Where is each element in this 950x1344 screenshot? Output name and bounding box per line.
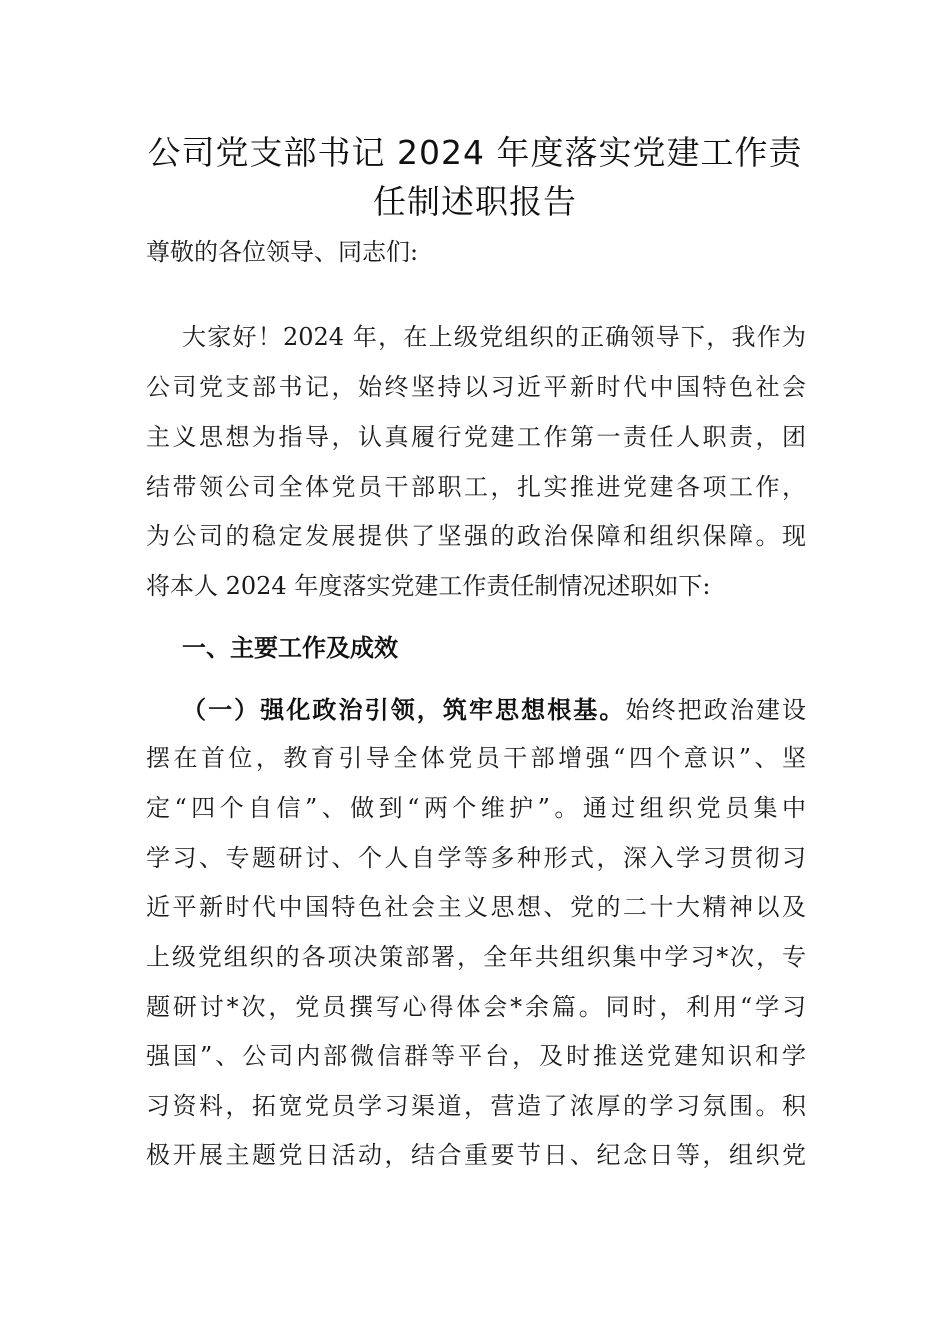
document-title-line-2: 任制述职报告 xyxy=(373,182,577,221)
body-line: 摆在首位，教育引导全体党员干部增强“四个意识”、坚 xyxy=(146,744,806,772)
body-line: 极开展主题党日活动，结合重要节日、纪念日等，组织党 xyxy=(146,1141,806,1169)
intro-line: 为公司的稳定发展提供了坚强的政治保障和组织保障。现 xyxy=(146,522,806,550)
intro-line: 结带领公司全体党员干部职工，扎实推进党建各项工作， xyxy=(146,473,806,501)
intro-line: 大家好！2024 年，在上级党组织的正确领导下，我作为 xyxy=(182,323,806,351)
body-line: 定“四个自信”、做到“两个维护”。通过组织党员集中 xyxy=(146,794,806,822)
body-line: 习资料，拓宽党员学习渠道，营造了浓厚的学习氛围。积 xyxy=(146,1092,806,1120)
section-heading: 一、主要工作及成效 xyxy=(182,634,398,662)
subsection-lead: （一）强化政治引领，筑牢思想根基。 xyxy=(182,696,626,724)
intro-line: 将本人 2024 年度落实党建工作责任制情况述职如下: xyxy=(146,572,711,600)
body-line: 上级党组织的各项决策部署，全年共组织集中学习*次，专 xyxy=(146,943,806,971)
subsection-first-text: 始终把政治建设 xyxy=(625,696,807,724)
body-line: 近平新时代中国特色社会主义思想、党的二十大精神以及 xyxy=(146,893,806,921)
document-title-line-1: 公司党支部书记 2024 年度落实党建工作责 xyxy=(147,133,803,172)
body-line: 题研讨*次，党员撰写心得体会*余篇。同时，利用“学习 xyxy=(146,993,806,1021)
body-line: 强国”、公司内部微信群等平台，及时推送党建知识和学 xyxy=(146,1042,806,1070)
subsection-first-line xyxy=(182,688,806,732)
intro-line: 主义思想为指导，认真履行党建工作第一责任人职责，团 xyxy=(146,423,806,451)
body-line: 学习、专题研讨、个人自学等多种形式，深入学习贯彻习 xyxy=(146,844,806,872)
intro-line: 公司党支部书记，始终坚持以习近平新时代中国特色社会 xyxy=(146,373,806,401)
salutation: 尊敬的各位领导、同志们: xyxy=(146,238,419,266)
